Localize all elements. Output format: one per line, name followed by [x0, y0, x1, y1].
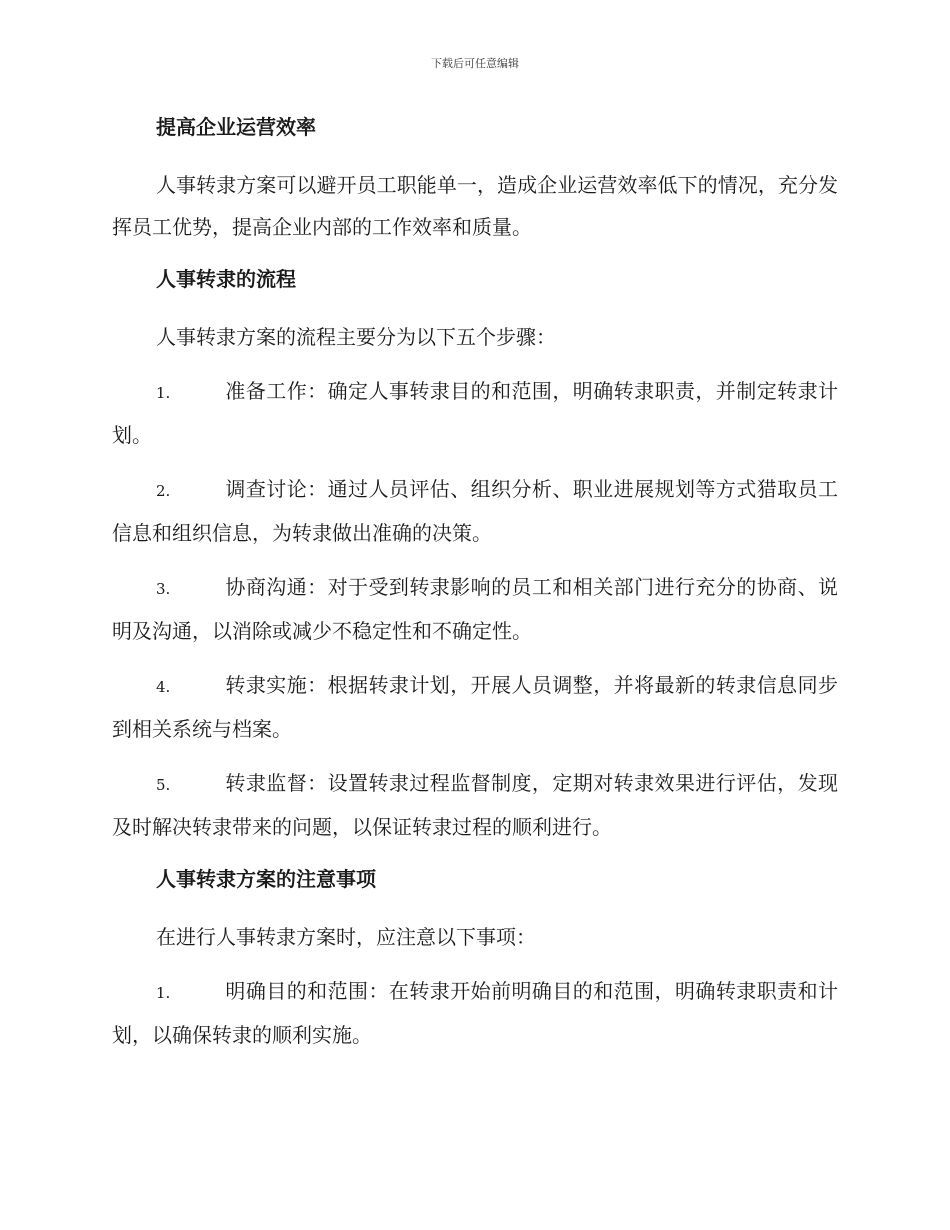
step-number: 2. — [156, 482, 171, 500]
paragraph-notes-intro: 在进行人事转隶方案时，应注意以下事项： — [156, 925, 536, 949]
step-text: 转隶实施：根据转隶计划，开展人员调整，并将最新的转隶信息同步到相关系统与档案。 — [112, 673, 838, 741]
paragraph-process-intro: 人事转隶方案的流程主要分为以下五个步骤： — [156, 325, 556, 349]
section-heading-notes: 人事转隶方案的注意事项 — [156, 867, 376, 891]
section-heading-process: 人事转隶的流程 — [156, 267, 296, 291]
step-number: 4. — [156, 678, 171, 696]
process-step — [112, 370, 838, 456]
step-text: 调查讨论：通过人员评估、组织分析、职业进展规划等方式猎取员工信息和组织信息，为转隶做出准确的决策。 — [112, 477, 838, 545]
process-step — [112, 468, 838, 554]
document-body — [112, 108, 838, 1068]
step-number: 1. — [156, 384, 171, 402]
step-number: 5. — [156, 776, 171, 794]
process-step — [112, 664, 838, 750]
paragraph-efficiency: 人事转隶方案可以避开员工职能单一，造成企业运营效率低下的情况，充分发挥员工优势，提高企业内部的工作效率和质量。 — [112, 173, 838, 239]
step-text: 协商沟通：对于受到转隶影响的员工和相关部门进行充分的协商、说明及沟通，以消除或减少不稳定性和不确定性。 — [112, 575, 838, 643]
process-step — [112, 566, 838, 652]
section-heading-efficiency: 提高企业运营效率 — [156, 115, 316, 139]
header-note: 下载后可任意编辑 — [431, 57, 519, 70]
step-text: 转隶监督：设置转隶过程监督制度，定期对转隶效果进行评估，发现及时解决转隶带来的问题，以保证转隶过程的顺利进行。 — [112, 771, 838, 839]
step-number: 3. — [156, 580, 171, 598]
step-text: 准备工作：确定人事转隶目的和范围，明确转隶职责，并制定转隶计划。 — [112, 379, 838, 447]
step-number: 1. — [156, 984, 171, 1002]
process-step — [112, 762, 838, 848]
notes-step — [112, 970, 838, 1056]
step-text: 明确目的和范围：在转隶开始前明确目的和范围，明确转隶职责和计划，以确保转隶的顺利实施。 — [112, 979, 838, 1047]
